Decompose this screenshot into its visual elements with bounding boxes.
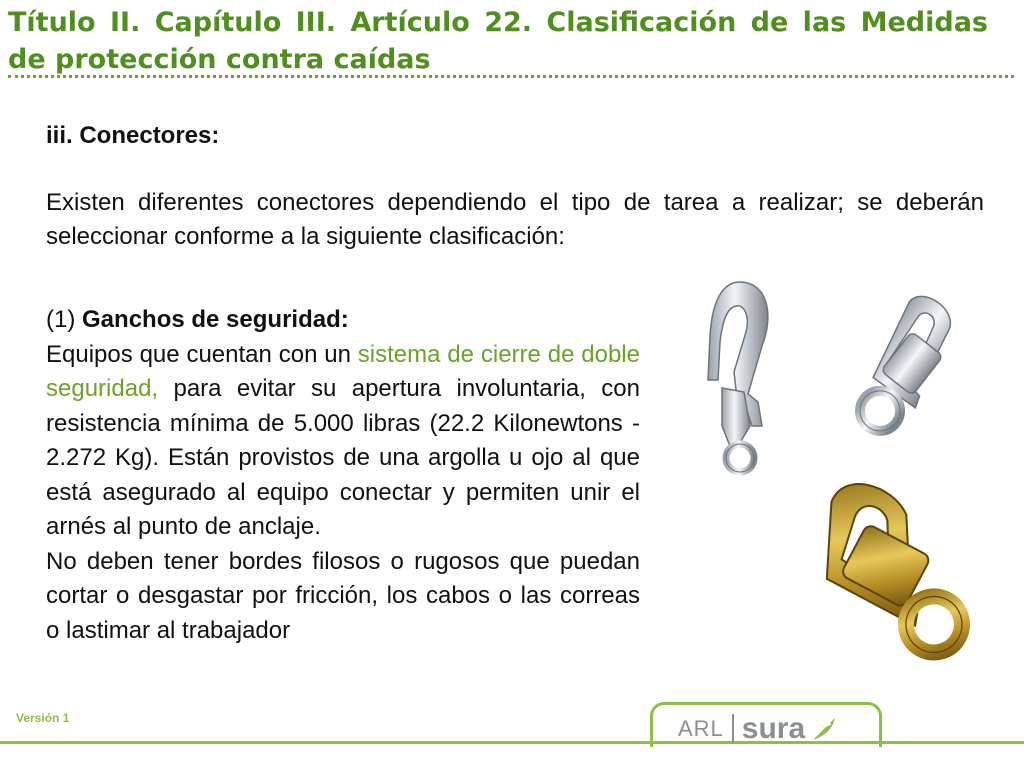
silver-large-hook-photo	[700, 276, 780, 476]
item-number: (1)	[46, 306, 76, 333]
version-label: Versión 1	[16, 711, 70, 725]
snap-hook-icon	[838, 292, 998, 452]
snap-hook-icon	[780, 480, 1000, 670]
title-dotted-rule	[8, 75, 1014, 78]
carabiner-hook-icon	[700, 276, 780, 476]
arl-sura-logo	[678, 712, 839, 746]
item-paragraph-2: No deben tener bordes filosos o rugosos que puedan cortar o desgastar por fricción, los cabos o las correas o lastimar al trabajador	[46, 547, 640, 644]
item-text-start: Equipos que cuentan con un	[46, 340, 358, 368]
item-title: Ganchos de seguridad:	[82, 306, 349, 333]
sura-leaf-icon	[809, 714, 839, 744]
silver-snap-hook-photo	[838, 292, 998, 452]
section-heading: iii. Conectores:	[46, 122, 220, 149]
item-highlight: sistema de cierre de doble seguridad,	[46, 340, 640, 402]
logo-arl-text: ARL	[678, 716, 724, 741]
gold-snap-hook-photo	[780, 480, 1000, 670]
intro-paragraph: Existen diferentes conectores dependiendo el tipo de tarea a realizar; se deberán seleccionar conforme a la siguiente clasificación:	[46, 189, 984, 250]
logo-sura-text: sura	[741, 712, 806, 745]
logo-separator	[732, 714, 734, 744]
item-paragraph-1	[46, 303, 640, 545]
footer-line	[0, 741, 1024, 744]
item-description	[46, 303, 640, 648]
slide-title: Título II. Capítulo III. Artículo 22. Clasificación de las Medidas de protección contra caídas	[8, 7, 988, 75]
item-text-end: para evitar su apertura involuntaria, con resistencia mínima de 5.000 libras (22.2 Kilonewtons - 2.272 Kg). Están provistos de una argolla u ojo al que está asegurado al equipo conectar y permiten unir el arnés al punto de anclaje.	[46, 375, 640, 540]
